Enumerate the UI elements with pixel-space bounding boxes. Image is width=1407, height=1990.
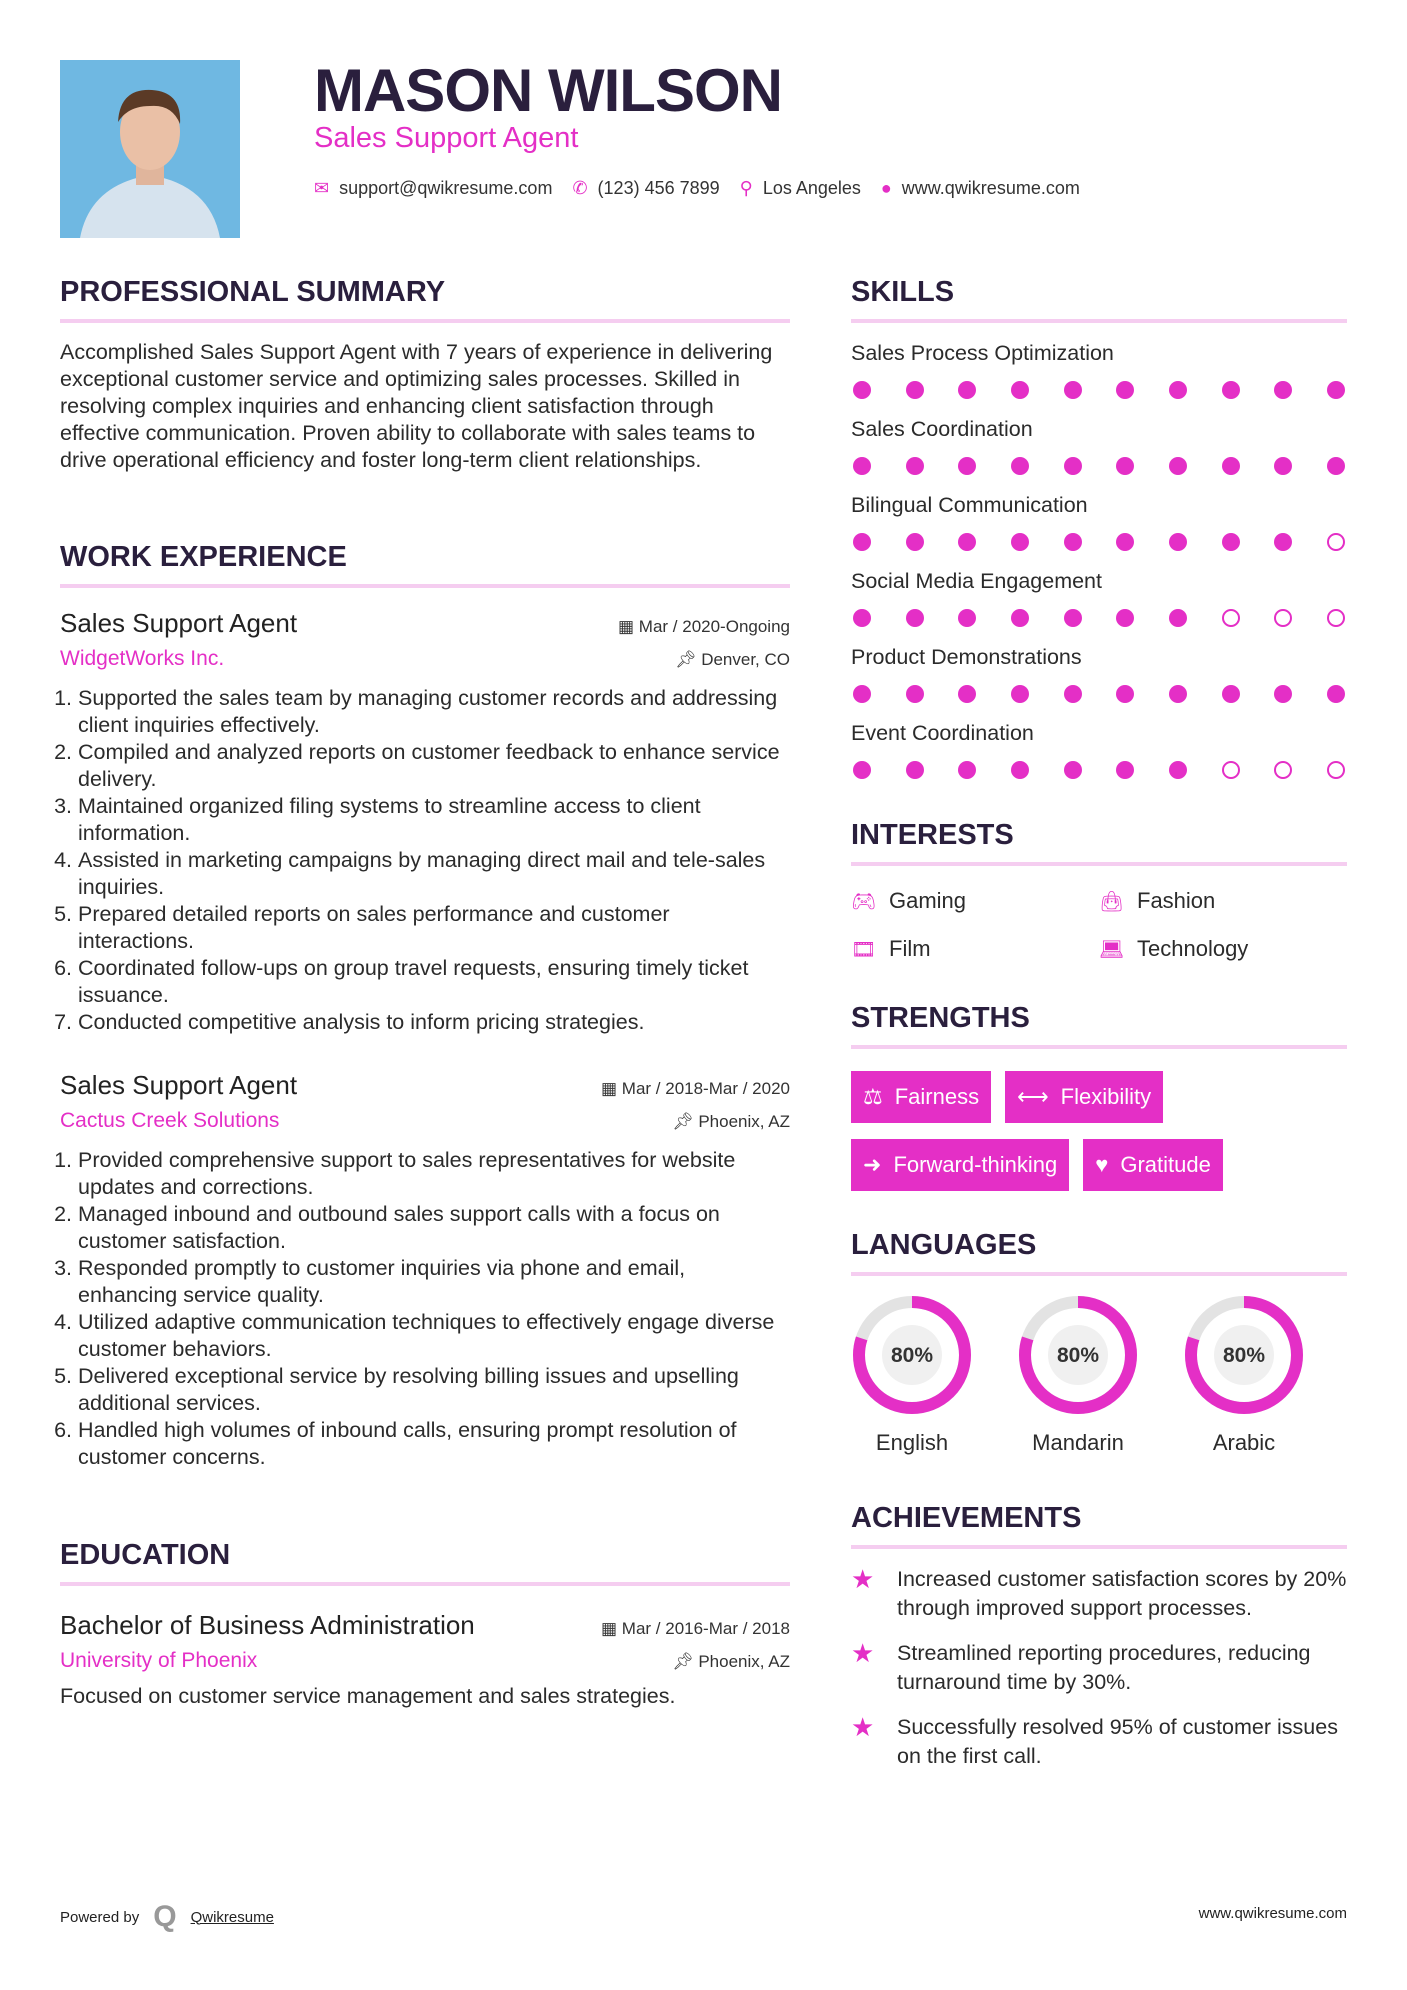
skill-dot bbox=[906, 457, 924, 475]
skill-dot bbox=[1274, 685, 1292, 703]
skill-dot bbox=[853, 761, 871, 779]
skill-dot bbox=[906, 685, 924, 703]
language-donut bbox=[1017, 1294, 1139, 1416]
achievement-item bbox=[851, 1713, 1347, 1771]
skill-dot bbox=[1169, 685, 1187, 703]
language-percent: 80% bbox=[1222, 1344, 1266, 1367]
film-icon: 🎞︎ bbox=[851, 938, 877, 961]
skill-dot bbox=[906, 609, 924, 627]
job-bullets bbox=[60, 685, 790, 1036]
arrow-right-icon: ➜ bbox=[863, 1152, 882, 1177]
skill-dot bbox=[906, 761, 924, 779]
skill-rating bbox=[851, 761, 1347, 779]
skill-dot bbox=[958, 457, 976, 475]
achievement-item bbox=[851, 1565, 1347, 1623]
strength-label: Fairness bbox=[894, 1084, 980, 1109]
job-title: Sales Support Agent bbox=[60, 1070, 298, 1100]
interest-label: Film bbox=[889, 936, 931, 961]
section-heading: SKILLS bbox=[851, 276, 1347, 323]
section-heading: INTERESTS bbox=[851, 819, 1347, 866]
skill-dot bbox=[1116, 381, 1134, 399]
skill-name: Sales Coordination bbox=[851, 417, 1033, 441]
language-percent: 80% bbox=[890, 1344, 934, 1367]
bullet-item: 6. Coordinated follow-ups on group travel requests, ensuring timely ticket issuance. bbox=[78, 955, 790, 1009]
skill-dot bbox=[1116, 533, 1134, 551]
skill-dot bbox=[1064, 685, 1082, 703]
arrows-horizontal-icon: ⟷ bbox=[1017, 1084, 1049, 1109]
bullet-item: 2. Compiled and analyzed reports on customer feedback to enhance service delivery. bbox=[78, 739, 790, 793]
skill-dot bbox=[958, 381, 976, 399]
skill-dot bbox=[853, 685, 871, 703]
interest-item bbox=[851, 936, 1099, 962]
language-percent: 80% bbox=[1056, 1344, 1100, 1367]
bullet-item: 7. Conducted competitive analysis to inform pricing strategies. bbox=[78, 1009, 790, 1036]
section-heading: EDUCATION bbox=[60, 1539, 790, 1586]
phone-icon: ✆ bbox=[572, 178, 588, 198]
bullet-item: 3. Maintained organized filing systems to streamline access to client information. bbox=[78, 793, 790, 847]
section-heading: ACHIEVEMENTS bbox=[851, 1502, 1347, 1549]
pin-icon: 📌︎ bbox=[672, 1652, 699, 1671]
job-location: Denver, CO bbox=[701, 650, 790, 669]
pin-icon: 📌︎ bbox=[674, 650, 702, 669]
language-item bbox=[1183, 1294, 1305, 1456]
skill-dot bbox=[1064, 761, 1082, 779]
bullet-item: 5. Delivered exceptional service by resolving billing issues and upselling additional services. bbox=[78, 1363, 790, 1417]
globe-icon: ● bbox=[880, 178, 892, 198]
heart-icon: ♥ bbox=[1095, 1152, 1109, 1177]
degree-title: Bachelor of Business Administration bbox=[60, 1610, 475, 1640]
candidate-title: Sales Support Agent bbox=[314, 122, 579, 154]
skill-dot bbox=[1169, 761, 1187, 779]
language-item bbox=[1017, 1294, 1139, 1456]
skill-rating bbox=[851, 457, 1347, 475]
skill-dot bbox=[1064, 381, 1082, 399]
bullet-item: 6. Handled high volumes of inbound calls, ensuring prompt resolution of customer concerns. bbox=[78, 1417, 790, 1471]
education-location: Phoenix, AZ bbox=[698, 1652, 790, 1671]
bullet-item: 4. Assisted in marketing campaigns by managing direct mail and tele-sales inquiries. bbox=[78, 847, 790, 901]
skill-dot bbox=[1222, 533, 1240, 551]
language-name: English bbox=[875, 1430, 949, 1455]
skill-name: Event Coordination bbox=[851, 721, 1034, 745]
bullet-item: 3. Responded promptly to customer inquiries via phone and email, enhancing service quality. bbox=[78, 1255, 790, 1309]
contact-bar bbox=[314, 178, 1080, 199]
skill-dot bbox=[1327, 457, 1345, 475]
skill-dot bbox=[1064, 457, 1082, 475]
skill-dot bbox=[1064, 533, 1082, 551]
skill-dot bbox=[1274, 761, 1292, 779]
job-title: Sales Support Agent bbox=[60, 608, 298, 638]
skill-dot bbox=[1274, 457, 1292, 475]
section-heading: PROFESSIONAL SUMMARY bbox=[60, 276, 790, 323]
education-section bbox=[60, 1539, 790, 1710]
achievement-text: Successfully resolved 95% of customer issues on the first call. bbox=[897, 1715, 1338, 1768]
skill-dot bbox=[906, 381, 924, 399]
interest-label: Gaming bbox=[889, 888, 967, 913]
company-name: WidgetWorks Inc. bbox=[60, 647, 225, 670]
interest-label: Technology bbox=[1137, 936, 1249, 961]
qwikresume-logo-icon: Q bbox=[153, 1900, 177, 1933]
language-name: Mandarin bbox=[1032, 1430, 1124, 1455]
skill-dot bbox=[853, 457, 871, 475]
laptop-icon: 💻︎ bbox=[1099, 938, 1125, 961]
star-icon: ★ bbox=[851, 1638, 875, 1668]
strength-badge bbox=[1083, 1139, 1223, 1191]
star-icon: ★ bbox=[851, 1712, 875, 1742]
phone-text: (123) 456 7899 bbox=[597, 178, 720, 198]
strength-badge bbox=[851, 1139, 1069, 1191]
section-heading: STRENGTHS bbox=[851, 1002, 1347, 1049]
skill-dot bbox=[958, 761, 976, 779]
skill-rating bbox=[851, 381, 1347, 399]
skill-dot bbox=[1011, 761, 1029, 779]
achievement-text: Streamlined reporting procedures, reducing turnaround time by 30%. bbox=[897, 1641, 1311, 1694]
language-item bbox=[851, 1294, 973, 1456]
calendar-icon: ▦ bbox=[601, 1079, 622, 1098]
location-text: Los Angeles bbox=[762, 178, 861, 198]
website-link[interactable]: www.qwikresume.com bbox=[901, 178, 1080, 198]
skill-dot bbox=[906, 533, 924, 551]
language-name: Arabic bbox=[1212, 1430, 1276, 1455]
skill-dot bbox=[1169, 457, 1187, 475]
section-heading: WORK EXPERIENCE bbox=[60, 541, 790, 588]
job-dates: Mar / 2020-Ongoing bbox=[638, 617, 790, 636]
achievements-section bbox=[851, 1502, 1347, 1771]
profile-photo bbox=[60, 60, 240, 238]
skill-dot bbox=[1222, 685, 1240, 703]
job-entry bbox=[60, 608, 790, 1036]
strength-label: Forward-thinking bbox=[893, 1152, 1058, 1177]
skill-dot bbox=[1116, 761, 1134, 779]
skill-dot bbox=[1011, 685, 1029, 703]
bullet-item: 2. Managed inbound and outbound sales support calls with a focus on customer satisfaction. bbox=[78, 1201, 790, 1255]
gamepad-icon: 🎮︎ bbox=[851, 890, 877, 913]
job-dates: Mar / 2018-Mar / 2020 bbox=[621, 1079, 790, 1098]
skill-dot bbox=[1222, 457, 1240, 475]
skill-name: Bilingual Communication bbox=[851, 493, 1088, 517]
interests-section bbox=[851, 819, 1347, 962]
skill-dot bbox=[1327, 609, 1345, 627]
job-location: Phoenix, AZ bbox=[698, 1112, 790, 1131]
achievement-text: Increased customer satisfaction scores by 20% through improved support processes. bbox=[897, 1567, 1347, 1620]
strength-badge bbox=[851, 1071, 991, 1123]
language-donut bbox=[851, 1294, 973, 1416]
skill-dot bbox=[1011, 381, 1029, 399]
education-description: Focused on customer service management and sales strategies. bbox=[60, 1684, 676, 1708]
powered-by-label: Powered by bbox=[60, 1908, 140, 1926]
skill-rating bbox=[851, 533, 1347, 551]
skills-section bbox=[851, 276, 1347, 779]
shopping-bag-icon: 👜︎ bbox=[1099, 890, 1125, 913]
strength-label: Flexibility bbox=[1060, 1084, 1152, 1109]
email-link[interactable]: support@qwikresume.com bbox=[339, 178, 553, 198]
bullet-item: 4. Utilized adaptive communication techniques to effectively engage diverse customer behaviors. bbox=[78, 1309, 790, 1363]
skill-name: Sales Process Optimization bbox=[851, 341, 1114, 365]
summary-section bbox=[60, 276, 790, 474]
skill-dot bbox=[1222, 761, 1240, 779]
skill-dot bbox=[1274, 381, 1292, 399]
skill-dot bbox=[1169, 533, 1187, 551]
skill-dot bbox=[958, 685, 976, 703]
skill-dot bbox=[1327, 533, 1345, 551]
calendar-icon: ▦ bbox=[618, 617, 639, 636]
skill-dot bbox=[1169, 609, 1187, 627]
balance-scale-icon: ⚖ bbox=[863, 1084, 883, 1109]
strengths-section bbox=[851, 1002, 1347, 1191]
footer-powered bbox=[60, 1900, 274, 1934]
skill-dot bbox=[853, 381, 871, 399]
star-icon: ★ bbox=[851, 1564, 875, 1594]
interest-label: Fashion bbox=[1137, 888, 1216, 913]
education-dates: Mar / 2016-Mar / 2018 bbox=[621, 1619, 790, 1638]
job-entry bbox=[60, 1070, 790, 1471]
skill-name: Social Media Engagement bbox=[851, 569, 1102, 593]
interest-item bbox=[1099, 936, 1347, 962]
skill-dot bbox=[1222, 609, 1240, 627]
skill-name: Product Demonstrations bbox=[851, 645, 1082, 669]
skill-dot bbox=[1274, 609, 1292, 627]
skill-dot bbox=[1169, 381, 1187, 399]
calendar-icon: ▦ bbox=[601, 1619, 622, 1638]
bullet-item: 1. Supported the sales team by managing customer records and addressing client inquiries effectively. bbox=[78, 685, 790, 739]
achievement-item bbox=[851, 1639, 1347, 1697]
experience-section bbox=[60, 541, 790, 1471]
candidate-name: MASON WILSON bbox=[314, 57, 782, 124]
section-heading: LANGUAGES bbox=[851, 1229, 1347, 1276]
skill-dot bbox=[1011, 533, 1029, 551]
skill-dot bbox=[1327, 381, 1345, 399]
company-name: Cactus Creek Solutions bbox=[60, 1109, 280, 1132]
skill-dot bbox=[1064, 609, 1082, 627]
skill-dot bbox=[958, 609, 976, 627]
skill-dot bbox=[958, 533, 976, 551]
brand-link[interactable]: Qwikresume bbox=[190, 1908, 274, 1926]
skill-dot bbox=[853, 609, 871, 627]
skill-dot bbox=[1327, 685, 1345, 703]
skill-rating bbox=[851, 685, 1347, 703]
footer-website[interactable]: www.qwikresume.com bbox=[1198, 1905, 1347, 1922]
skill-dot bbox=[1116, 685, 1134, 703]
skill-dot bbox=[1116, 609, 1134, 627]
map-marker-icon: ⚲ bbox=[739, 178, 753, 198]
summary-text: Accomplished Sales Support Agent with 7 years of experience in delivering exceptional customer service and optimizing sales processes. Skilled in resolving complex inquiries and enhancing client satisfaction through effective communication. Proven ability to collaborate with sales teams to drive operational efficiency and foster long-term client relationships. bbox=[60, 340, 773, 472]
skill-dot bbox=[1011, 457, 1029, 475]
bullet-item: 5. Prepared detailed reports on sales performance and customer interactions. bbox=[78, 901, 790, 955]
skill-rating bbox=[851, 609, 1347, 627]
skill-dot bbox=[853, 533, 871, 551]
skill-dot bbox=[1116, 457, 1134, 475]
language-donut bbox=[1183, 1294, 1305, 1416]
skill-dot bbox=[1222, 381, 1240, 399]
school-name: University of Phoenix bbox=[60, 1649, 258, 1672]
pin-icon: 📌︎ bbox=[672, 1112, 699, 1131]
skill-dot bbox=[1327, 761, 1345, 779]
strength-label: Gratitude bbox=[1120, 1152, 1211, 1177]
envelope-icon: ✉ bbox=[314, 178, 330, 198]
bullet-item: 1. Provided comprehensive support to sales representatives for website updates and corrections. bbox=[78, 1147, 790, 1201]
interest-item bbox=[1099, 888, 1347, 914]
interest-item bbox=[851, 888, 1099, 914]
job-bullets bbox=[60, 1147, 790, 1471]
languages-section bbox=[851, 1229, 1347, 1456]
skill-dot bbox=[1011, 609, 1029, 627]
strength-badge bbox=[1005, 1071, 1163, 1123]
skill-dot bbox=[1274, 533, 1292, 551]
